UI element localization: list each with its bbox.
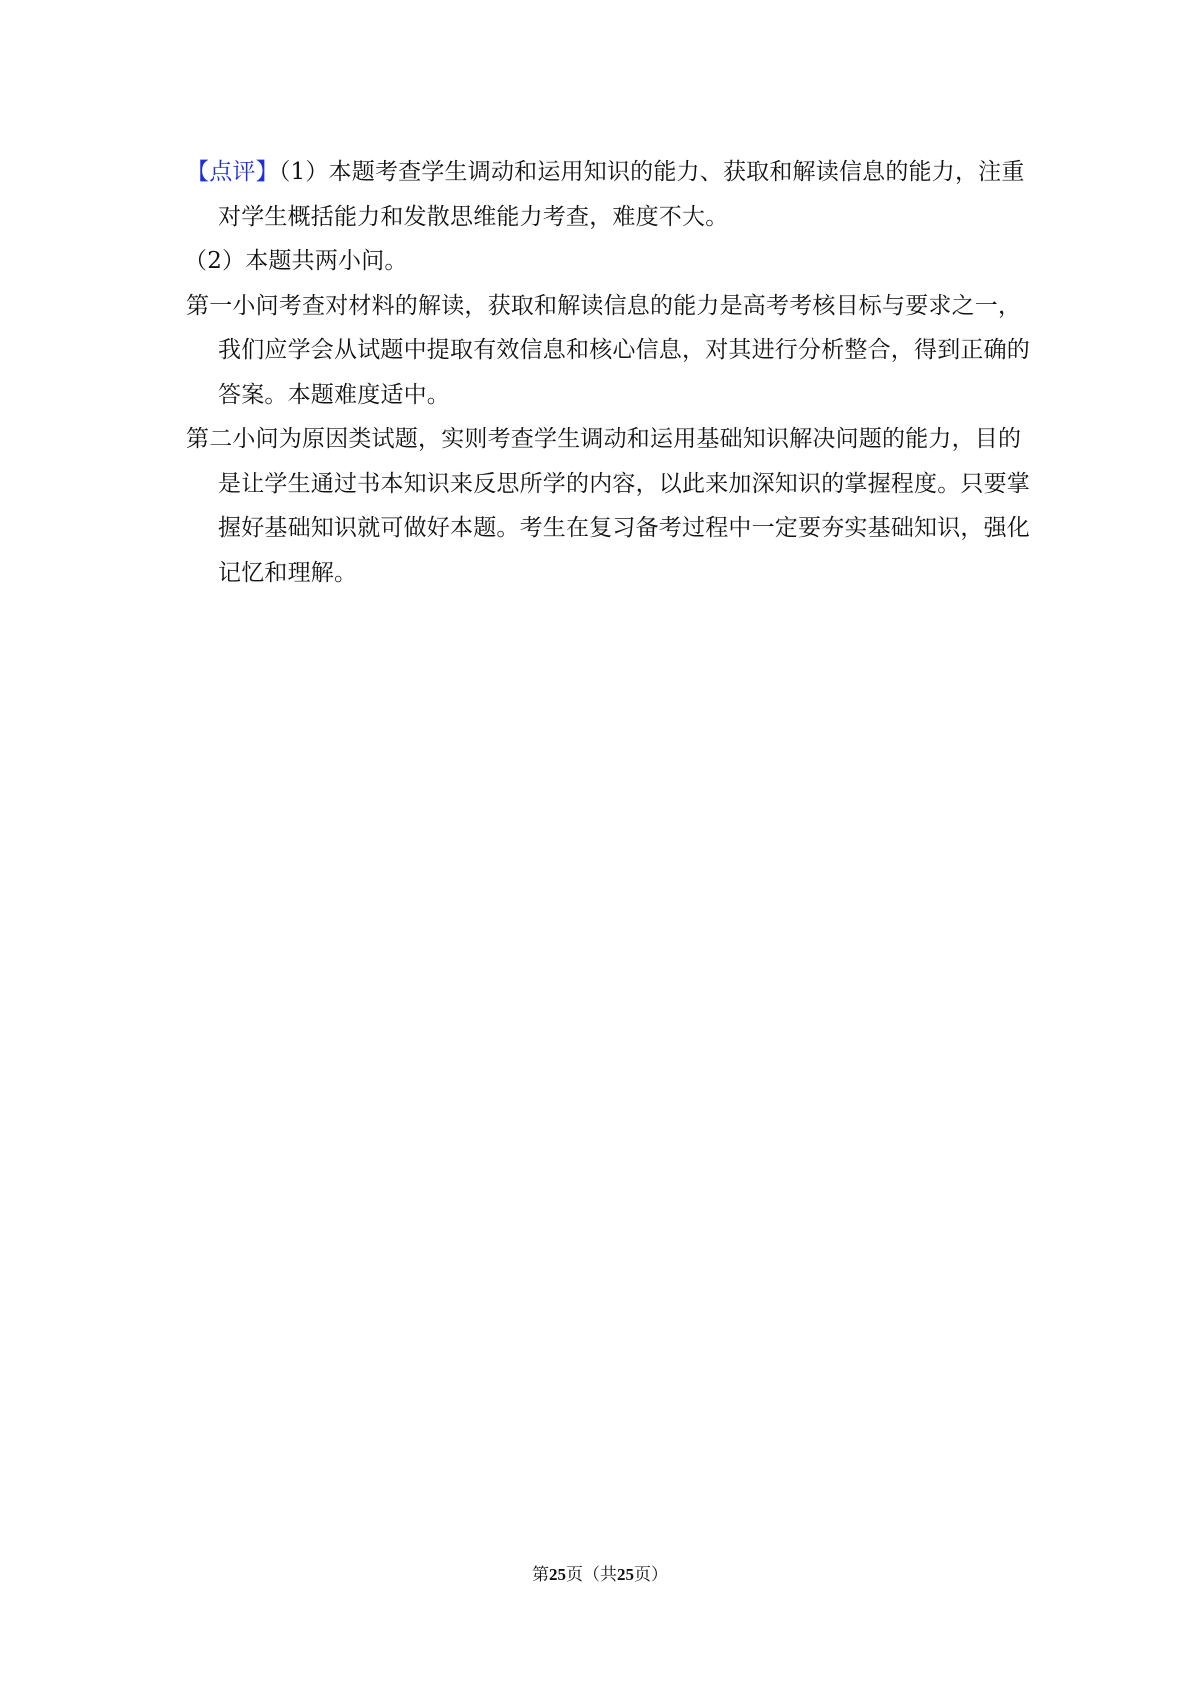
footer-current-page: 25 xyxy=(549,1565,566,1584)
footer-total-pages: 25 xyxy=(617,1565,634,1584)
commentary-part-2-heading: （2）本题共两小问。 xyxy=(184,248,408,274)
footer-suffix: 页） xyxy=(634,1565,668,1585)
footer-prefix: 第 xyxy=(532,1565,549,1585)
footer-middle: 页（共 xyxy=(566,1565,617,1585)
commentary-part-1-text: （1）本题考查学生调动和运用知识的能力、获取和解读信息的能力，注重对学生概括能力和发散思维能力考查，难度不大。 xyxy=(218,159,1025,230)
commentary-part-1 xyxy=(186,150,1036,239)
commentary-question-1: 第一小问考查对材料的解读，获取和解读信息的能力是高考考核目标与要求之一，我们应学会从试题中提取有效信息和核心信息，对其进行分析整合，得到正确的答案。本题难度适中。 xyxy=(186,292,1030,408)
commentary-section xyxy=(186,150,1036,595)
commentary-question-2: 第二小问为原因类试题，实则考查学生调动和运用基础知识解决问题的能力，目的是让学生通过书本知识来反思所学的内容，以此来加深知识的掌握程度。只要掌握好基础知识就可做好本题。考生在复习备考过程中一定要夯实基础知识，强化记忆和理解。 xyxy=(186,426,1030,586)
commentary-tag: 【点评】 xyxy=(186,159,279,185)
page-footer xyxy=(0,1560,1200,1585)
